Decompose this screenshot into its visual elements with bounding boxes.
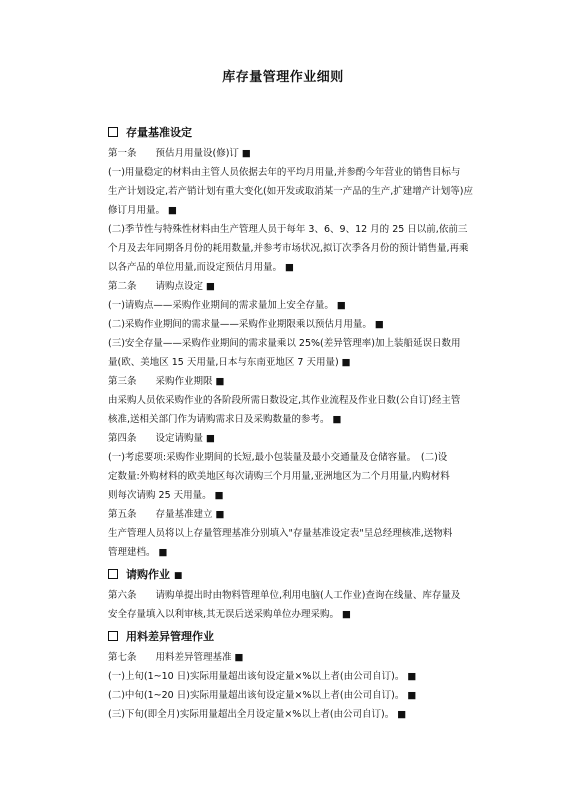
text-line: 安全存量填入以利审核,其无误后送采购单位办理采购。 ■ [108, 609, 352, 620]
text-line: 量(欧、美地区 15 天用量,日本与东南亚地区 7 天用量) ■ [108, 357, 351, 368]
text-line: 生产管理人员将以上存量管理基准分别填入"存量基准设定表"呈总经理核准,送物料 [108, 528, 453, 539]
document-body [108, 120, 498, 724]
section-heading: 用料差异管理作业 [108, 626, 498, 648]
text-line: (一)考虑要项:采购作业期间的长短,最小包装量及最小交通量及仓储容量。 (二)设 [108, 452, 448, 463]
article-line: 第二条 请购点设定 ■ [108, 281, 215, 292]
text-line: 生产计划设定,若产销计划有重大变化(如开发或取消某一产品的生产,扩建增产计划等)应 [108, 186, 473, 197]
text-line: (三)下旬(即全月)实际用量超出全月设定量×%以上者(由公司自订)。 ■ [108, 709, 407, 720]
text-line: (三)安全存量——采购作业期间的需求量乘以 25%(差异管理率)加上装船延误日数用 [108, 338, 461, 349]
text-line: 则每次请购 25 天用量。 ■ [108, 490, 224, 501]
article-line: 第一条 预估月用量设(修)订 ■ [108, 148, 251, 159]
text-line: 个月及去年同期各月份的耗用数量,并参考市场状况,拟订次季各月份的预计销售量,再乘 [108, 243, 469, 254]
text-line: 以各产品的单位用量,而设定预估月用量。 ■ [108, 262, 295, 273]
text-line: 修订月用量。 ■ [108, 205, 177, 216]
text-line: (一)请购点——采购作业期间的需求量加上安全存量。 ■ [108, 300, 346, 311]
text-line: (一)用量稳定的材料由主管人员依据去年的平均月用量,并参酌今年营业的销售目标与 [108, 167, 461, 178]
text-line: 核准,送相关部门作为请购需求日及采购数量的参考。 ■ [108, 414, 342, 425]
section-heading: 请购作业 ■ [108, 564, 498, 586]
text-line: (二)季节性与特殊性材料由生产管理人员于每年 3、6、9、12 月的 25 日以前,依前三 [108, 224, 468, 235]
text-line: (二)采购作业期间的需求量——采购作业期限乘以预估月用量。 ■ [108, 319, 384, 330]
article-line: 第三条 采购作业期限 ■ [108, 376, 225, 387]
checkbox-square-icon [108, 569, 118, 579]
article-line: 第四条 设定请购量 ■ [108, 433, 215, 444]
article-line: 第七条 用料差异管理基准 ■ [108, 652, 244, 663]
article-line: 第六条 请购单提出时由物料管理单位,利用电脑(人工作业)查询在线量、库存量及 [108, 590, 461, 601]
text-line: 由采购人员依采购作业的各阶段所需日数设定,其作业流程及作业日数(公自订)经主管 [108, 395, 461, 406]
text-line: 管理建档。 ■ [108, 547, 168, 558]
text-line: 定数量:外购材料的欧美地区每次请购三个月用量,亚洲地区为二个月用量,内购材料 [108, 471, 450, 482]
article-line: 第五条 存量基准建立 ■ [108, 509, 225, 520]
checkbox-square-icon [108, 127, 118, 137]
text-line: (二)中旬(1~20 日)实际用量超出该旬设定量×%以上者(由公司自订)。 ■ [108, 690, 417, 701]
text-line: (一)上旬(1~10 日)实际用量超出该旬设定量×%以上者(由公司自订)。 ■ [108, 671, 417, 682]
checkbox-square-icon [108, 631, 118, 641]
section-heading: 存量基准设定 [108, 122, 498, 144]
document-title: 库存量管理作业细则 [222, 70, 344, 85]
